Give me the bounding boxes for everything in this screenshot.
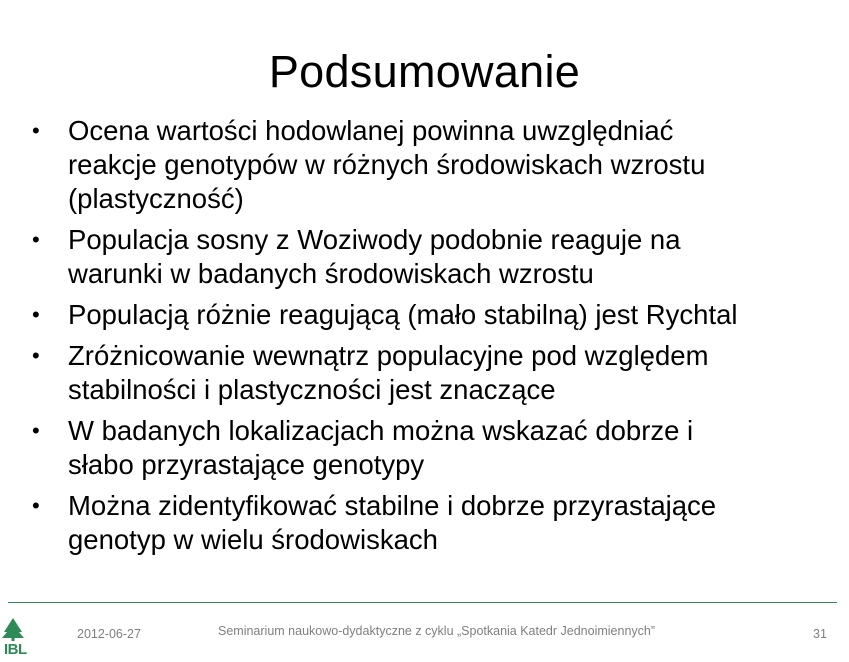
bullet-line: W badanych lokalizacjach można wskazać dobrze i [68, 415, 694, 446]
bullet-line: Zróżnicowanie wewnątrz populacyjne pod względem [68, 340, 709, 371]
bullet-line: Można zidentyfikować stabilne i dobrze przyrastające [68, 490, 717, 521]
bullet-line: stabilności i plastyczności jest znaczące [68, 374, 556, 405]
bullet-line: Populacją różnie reagującą (mało stabilną) jest Rychtal [68, 299, 738, 330]
bullet-dot: • [32, 343, 40, 368]
bullet-line: reakcje genotypów w różnych środowiskach wzrostu [68, 149, 706, 180]
bullet-list [30, 114, 830, 564]
bullet-dot: • [32, 418, 40, 443]
bullet-line: Populacja sosny z Woziwody podobnie reaguje na [68, 224, 681, 255]
bullet-line: warunki w badanych środowiskach wzrostu [68, 258, 594, 289]
footer-caption: Seminarium naukowo-dydaktyczne z cyklu „Spotkania Katedr Jednoimiennych” [218, 624, 656, 638]
bullet-line: genotyp w wielu środowiskach [68, 524, 438, 555]
bullet-item [30, 414, 830, 482]
bullet-item [30, 339, 830, 407]
bullet-item [30, 223, 830, 291]
slide-title: Podsumowanie [268, 46, 581, 97]
bullet-dot: • [32, 118, 40, 143]
bullet-line: Ocena wartości hodowlanej powinna uwzględniać [68, 115, 674, 146]
bullet-item [30, 114, 830, 216]
bullet-item [30, 298, 830, 332]
bullet-line: (plastyczność) [68, 183, 244, 214]
footer-divider [8, 602, 837, 603]
bullet-dot: • [32, 493, 40, 518]
footer-date: 2012-06-27 [77, 627, 141, 641]
bullet-dot: • [32, 227, 40, 252]
bullet-line: słabo przyrastające genotypy [68, 449, 425, 480]
logo-text: IBL [4, 641, 27, 658]
bullet-item [30, 489, 830, 557]
bullet-dot: • [32, 302, 40, 327]
page-number: 31 [813, 627, 827, 641]
